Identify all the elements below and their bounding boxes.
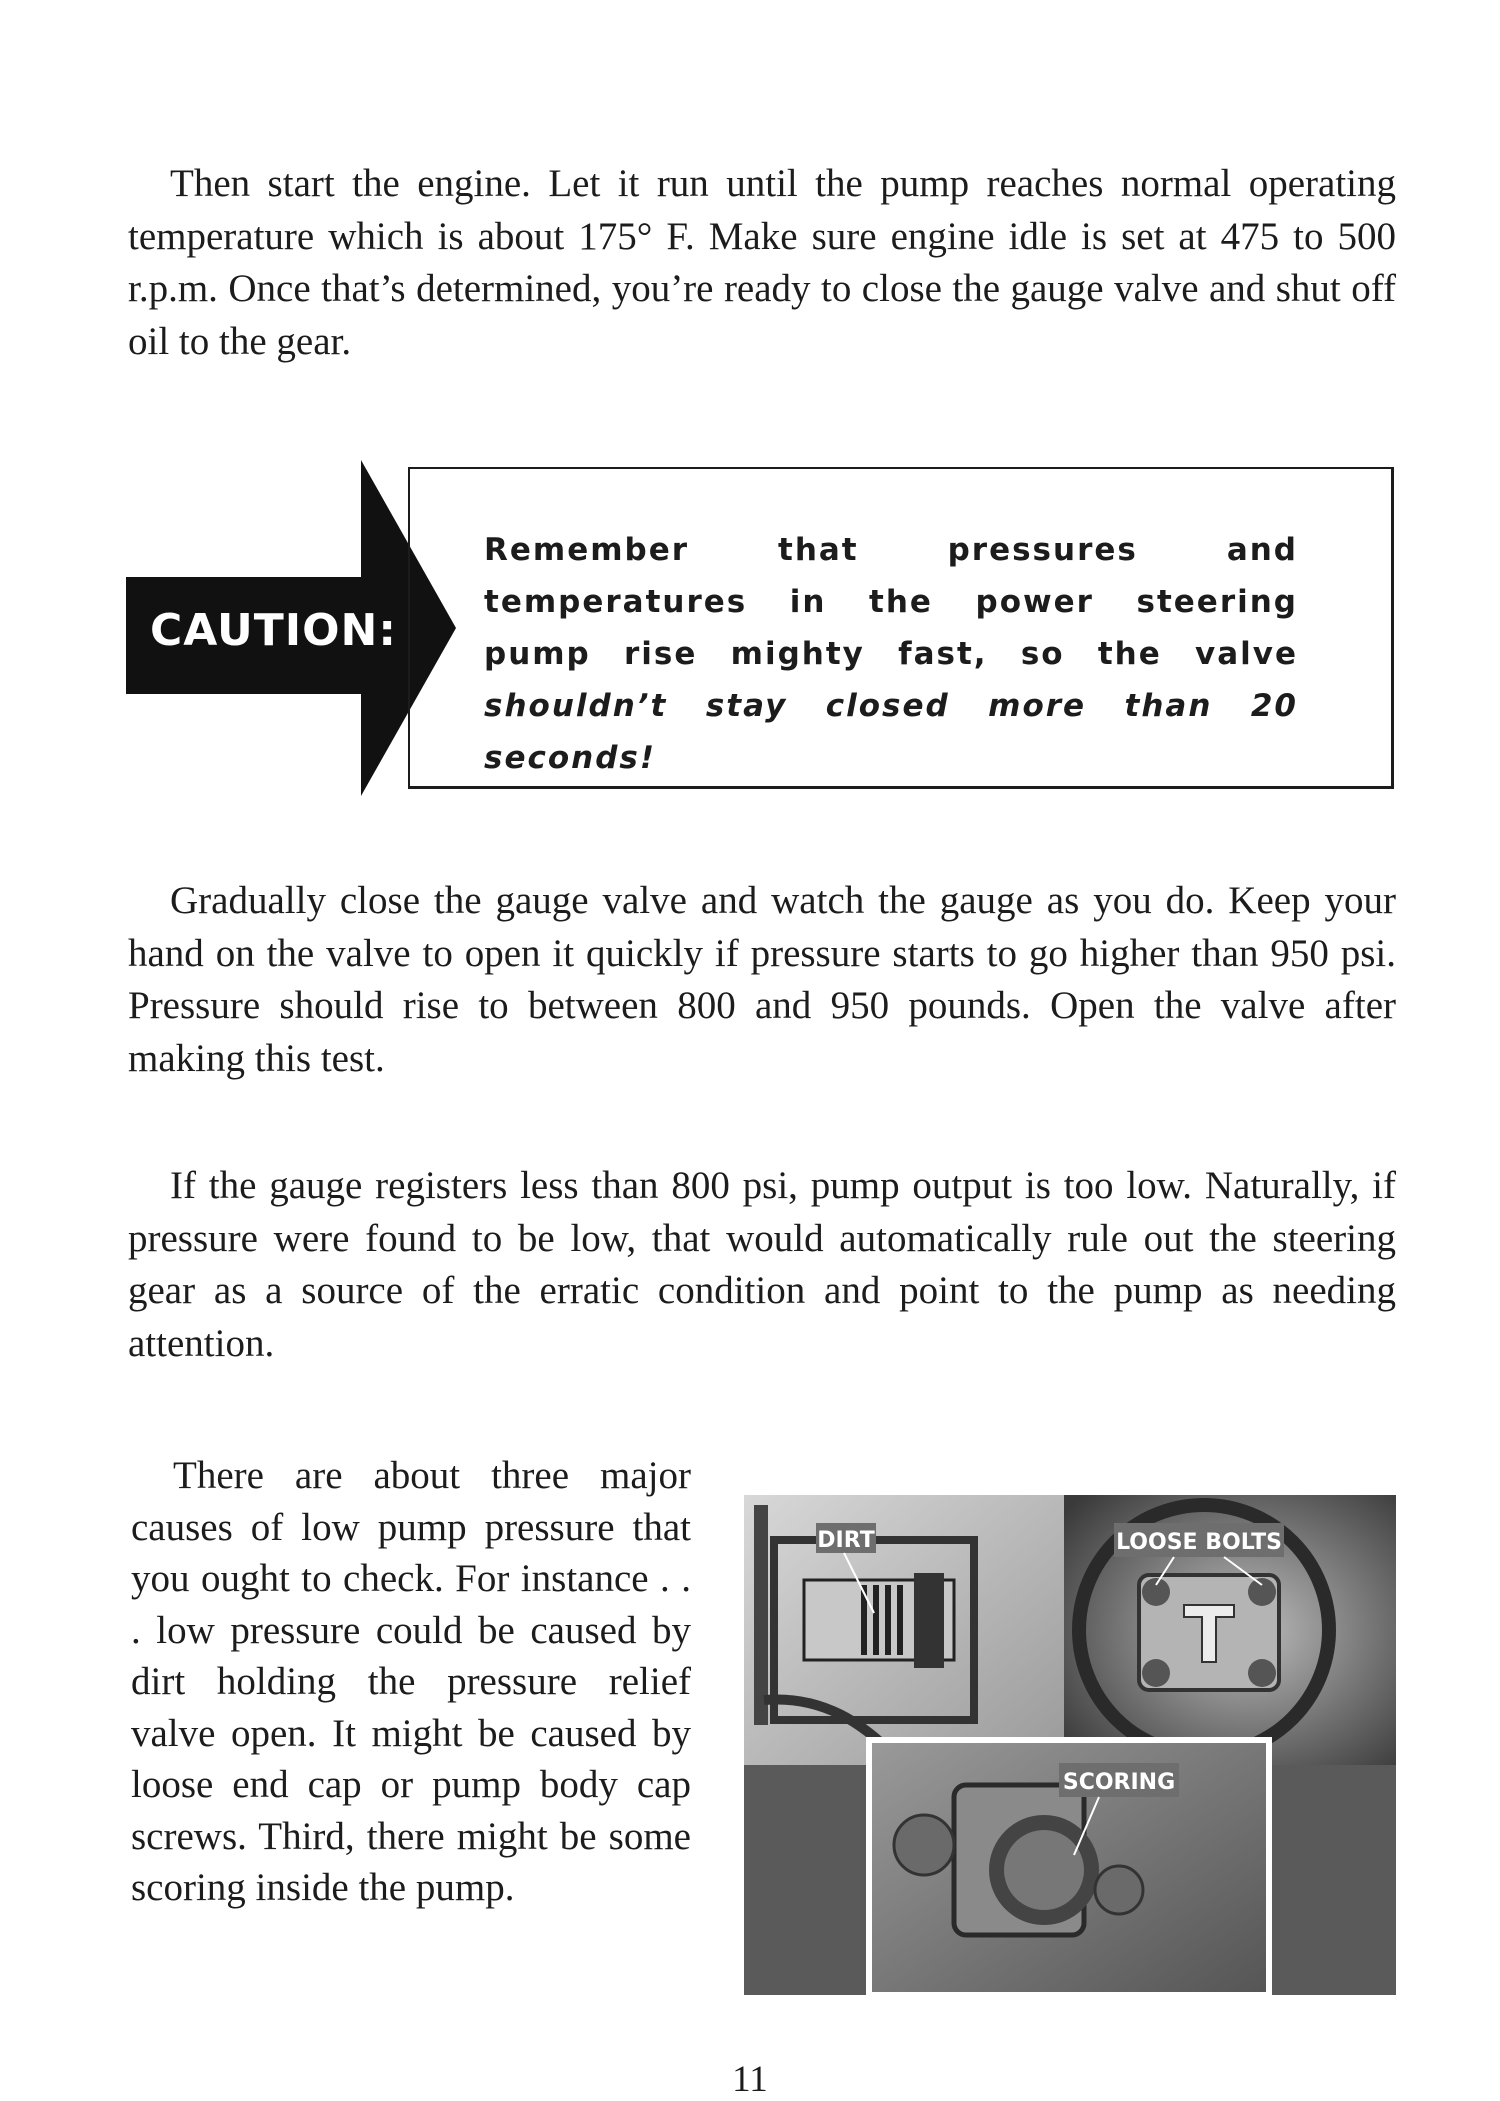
caution-label: CAUTION: bbox=[150, 605, 397, 656]
figure-label-loose-bolts: LOOSE BOLTS bbox=[1116, 1530, 1282, 1555]
caution-text bbox=[484, 524, 1298, 784]
caution-text-italic: shouldn’t stay closed more than 20 seconds! bbox=[484, 688, 1298, 776]
figure-label-scoring: SCORING bbox=[1062, 1770, 1176, 1795]
paragraph-engine-start: Then start the engine. Let it run until the pump reaches normal operating temperature which is about 175° F. Make sure engine idle is set at 475 to 500 r.p.m. Once that’s determined, you’re ready to close the gauge valve and shut off oil to the gear. bbox=[128, 162, 1396, 363]
paragraph-gauge-valve: Gradually close the gauge valve and watch the gauge as you do. Keep your hand on the valve to open it quickly if pressure starts to go higher than 950 psi. Pressure should rise to between 800 and 950 pounds. Open the valve after making this test. bbox=[128, 879, 1396, 1080]
figure-label-dirt: DIRT bbox=[817, 1528, 875, 1553]
caution-text-plain: Remember that pressures and temperatures in the power steering pump rise mighty fast, so the valve bbox=[484, 532, 1298, 672]
pump-diagnosis-photo bbox=[744, 1495, 1396, 1995]
paragraph-low-pressure: If the gauge registers less than 800 psi, pump output is too low. Naturally, if pressure were found to be low, that would automatically rule out the steering gear as a source of the erratic condition and point to the pump as needing attention. bbox=[128, 1164, 1396, 1365]
paragraph-three-causes: There are about three major causes of low pump pressure that you ought to check. For instance . . . low pressure could be caused by dirt holding the pressure relief valve open. It might be caused by loose end cap or pump body cap screws. Third, there might be some scoring inside the pump. bbox=[131, 1454, 691, 1909]
page-number: 11 bbox=[732, 2059, 768, 2100]
